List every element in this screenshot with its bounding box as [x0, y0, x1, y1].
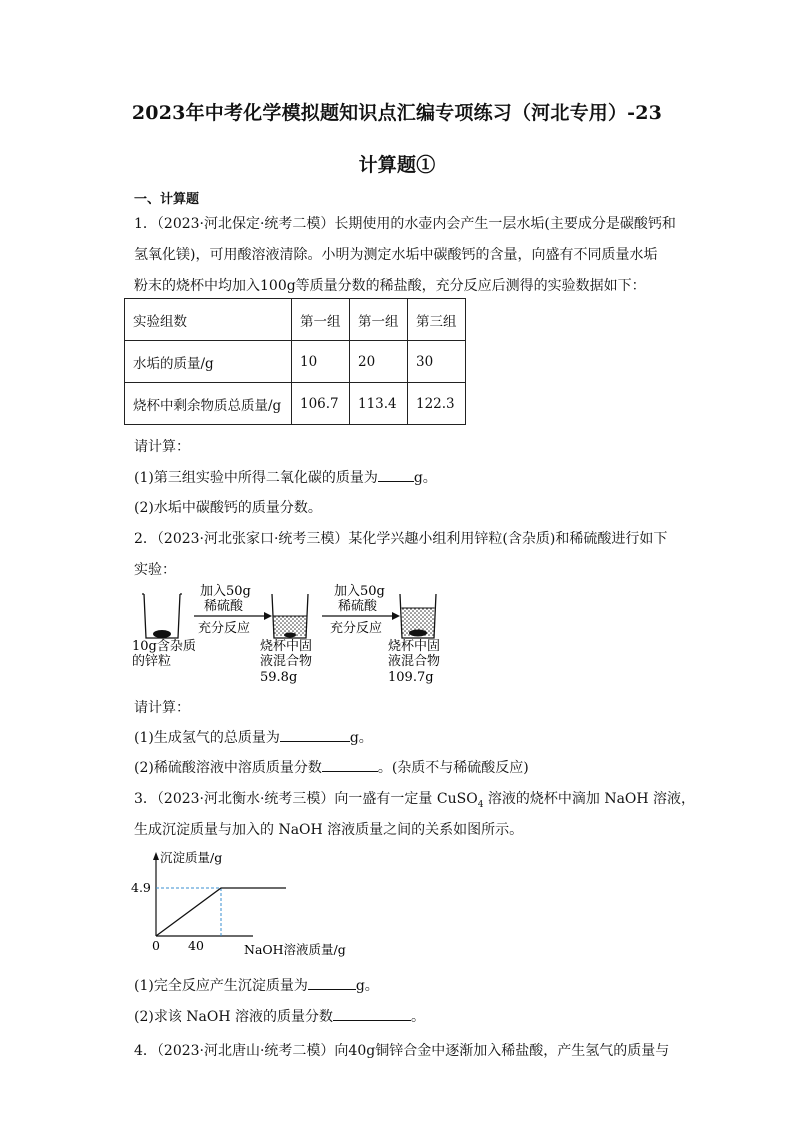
beaker3-caption-1: 烧杯中固: [388, 639, 441, 654]
beaker-2: [272, 594, 308, 638]
beaker3-caption-3: 109.7g: [388, 670, 434, 685]
arrow1-label-2: 稀硫酸: [204, 599, 244, 614]
arrow2-label-2: 稀硫酸: [338, 599, 378, 614]
q3-line1-a: 3．（2023·河北衡水·统考三模）向一盛有一定量 CuSO: [134, 791, 478, 807]
beaker1-caption-2: 的锌粒: [132, 654, 172, 669]
answer-blank[interactable]: [333, 1006, 411, 1021]
arrow-2: [322, 583, 400, 636]
q3-sub2-suffix: 。: [411, 1009, 426, 1025]
q3-precipitate-graph: [128, 846, 368, 961]
q4-line1: 4．（2023·河北唐山·统考二模）向40g铜锌合金中逐渐加入稀盐酸，产生氢气的质量与: [134, 1043, 670, 1059]
table-header-cell: 第一组: [350, 299, 408, 341]
q3-line1-sub: 4: [477, 799, 484, 810]
answer-blank[interactable]: [378, 467, 414, 482]
q1-sub1: [134, 467, 437, 487]
zinc-granules-icon: [153, 630, 171, 638]
document-title-line1: 2023年中考化学模拟题知识点汇编专项练习（河北专用）-23: [131, 102, 663, 124]
y-axis-arrow-icon: [153, 852, 159, 860]
table-cell: 113.4: [350, 383, 408, 425]
beaker2-caption-2: 液混合物: [260, 654, 313, 669]
q1-line2: 氢氧化镁)，可用酸溶液清除。小明为测定水垢中碳酸钙的含量，向盛有不同质量水垢: [134, 247, 658, 263]
q3-line1-b: 溶液的烧杯中滴加 NaOH 溶液，: [483, 791, 696, 807]
q3-sub2: [134, 1006, 425, 1026]
arrow2-label-3: 充分反应: [330, 621, 383, 636]
section-heading: 一、计算题: [134, 192, 200, 207]
beaker3-caption-2: 液混合物: [388, 654, 441, 669]
q3-line1: [134, 788, 695, 810]
q1-ask: 请计算：: [134, 439, 190, 455]
table-row: [125, 341, 466, 383]
q2-sub1-suffix: g。: [349, 730, 373, 746]
table-cell: 水垢的质量/g: [125, 341, 292, 383]
y-tick-label: 4.9: [131, 880, 151, 895]
q2-line2: 实验：: [134, 562, 176, 578]
q2-sub2-suffix: 。(杂质不与稀硫酸反应): [377, 760, 529, 776]
beaker2-caption-3: 59.8g: [260, 670, 298, 685]
beaker1-caption-1: 10g含杂质: [132, 639, 196, 654]
q1-data-table: [124, 298, 466, 425]
arrow1-label-1: 加入50g: [200, 584, 251, 599]
q3-line2: 生成沉淀质量与加入的 NaOH 溶液质量之间的关系如图所示。: [134, 822, 524, 838]
table-header-cell: 第三组: [408, 299, 466, 341]
document-title-line2: 计算题①: [358, 154, 436, 176]
beaker-1: [142, 594, 182, 638]
q3-sub1: [134, 975, 379, 995]
q2-sub2: [134, 757, 529, 777]
answer-blank[interactable]: [322, 757, 378, 772]
arrow2-label-1: 加入50g: [334, 584, 385, 599]
q1-line3: 粉末的烧杯中均加入100g等质量分数的稀盐酸，充分反应后测得的实验数据如下：: [134, 278, 646, 294]
q3-sub1-suffix: g。: [355, 978, 379, 994]
y-axis-label: 沉淀质量/g: [160, 850, 223, 865]
q2-sub1-prefix: (1)生成氢气的总质量为: [134, 730, 280, 746]
q2-line1: 2．（2023·河北张家口·统考三模）某化学兴趣小组利用锌粒(含杂质)和稀硫酸进行如下: [134, 531, 668, 547]
table-cell: 烧杯中剩余物质总质量/g: [125, 383, 292, 425]
table-cell: 122.3: [408, 383, 466, 425]
table-header-cell: 实验组数: [125, 299, 292, 341]
q2-experiment-diagram: [124, 578, 464, 690]
table-header-row: [125, 299, 466, 341]
x-axis-label: NaOH溶液质量/g: [244, 942, 346, 957]
q2-sub2-prefix: (2)稀硫酸溶液中溶质质量分数: [134, 760, 322, 776]
q3-sub2-prefix: (2)求该 NaOH 溶液的质量分数: [134, 1009, 334, 1025]
arrow1-label-3: 充分反应: [198, 621, 251, 636]
q1-sub1-prefix: (1)第三组实验中所得二氧化碳的质量为: [134, 470, 378, 486]
q1-sub1-suffix: g。: [413, 470, 437, 486]
table-cell: 30: [408, 341, 466, 383]
table-cell: 20: [350, 341, 408, 383]
table-cell: 106.7: [292, 383, 350, 425]
table-header-cell: 第一组: [292, 299, 350, 341]
answer-blank[interactable]: [280, 727, 350, 742]
origin-label: 0: [152, 938, 160, 953]
q1-line1: 1．（2023·河北保定·统考二模）长期使用的水壶内会产生一层水垢(主要成分是碳酸钙和: [134, 216, 676, 232]
beaker2-caption-1: 烧杯中固: [260, 639, 313, 654]
q3-sub1-prefix: (1)完全反应产生沉淀质量为: [134, 978, 308, 994]
x-tick-label: 40: [188, 938, 204, 953]
beaker-3: [400, 594, 436, 638]
table-row: [125, 383, 466, 425]
answer-blank[interactable]: [308, 975, 356, 990]
q2-ask: 请计算：: [134, 700, 190, 716]
q1-sub2: (2)水垢中碳酸钙的质量分数。: [134, 500, 322, 516]
table-cell: 10: [292, 341, 350, 383]
arrow-1: [194, 583, 272, 636]
q2-sub1: [134, 727, 373, 747]
